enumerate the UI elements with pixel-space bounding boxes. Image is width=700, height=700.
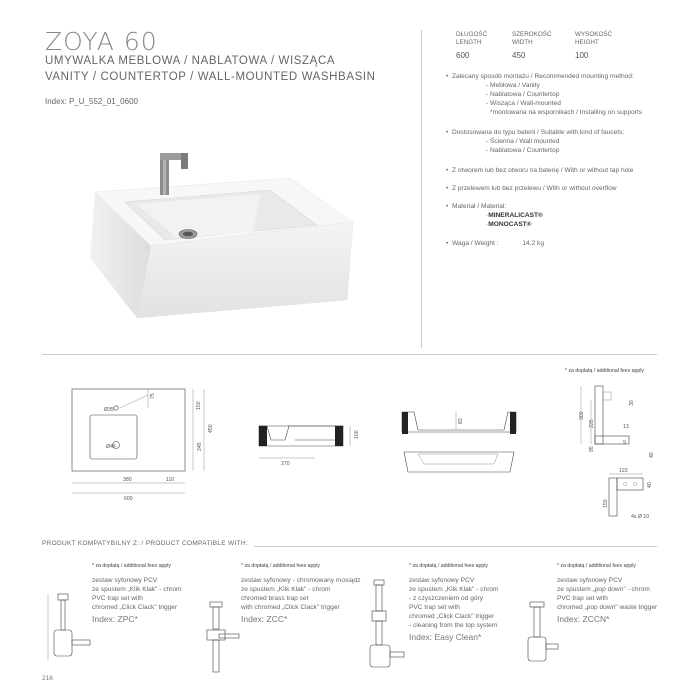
easyclean-line: chromed „Click Clack" trigger: [409, 613, 495, 620]
mounting-item: - Nablatowa / Countertop: [486, 91, 560, 98]
zpc-index: Index: ZPC*: [92, 614, 138, 624]
zpc-line: zestaw syfonowy PCV: [92, 577, 158, 584]
feature-faucet: • Dostosowana do typu baterii / Suitable with kind of faucets: - Ścienna / Wall mounted - Nablatowa / Countertop: [446, 129, 625, 154]
zcc-line: zestaw syfonowy - chromowany mosiądz: [241, 577, 361, 584]
easyclean-line: zestaw syfonowy PCV: [409, 577, 475, 584]
easyclean-line: - cleaning from the top system: [409, 622, 498, 629]
material-mineralicast: MINERALICAST®: [488, 212, 543, 219]
dim-225: 225: [589, 419, 595, 428]
easyclean-index: Index: Easy Clean*: [409, 632, 482, 642]
trap-zccn-drawing: [520, 600, 560, 675]
dimension-width: [512, 31, 572, 60]
top-view-drawing: [68, 383, 218, 503]
compatible-item-zpc: [92, 576, 182, 624]
compatible-item-zcc: [241, 576, 360, 624]
dim-450: 450: [208, 424, 214, 433]
front-section-drawing: [398, 408, 523, 478]
weight-label: Waga / Weight :: [452, 240, 499, 247]
overflow-text: Z przelewem lub bez przelewu / With or without overflow: [452, 185, 617, 192]
zpc-line: PVC trap set with: [92, 595, 143, 602]
dim-110: 110: [166, 477, 175, 483]
material-head: Materiał / Material:: [452, 203, 507, 210]
dim-40: 40: [649, 452, 655, 458]
zcc-line: chromed brass trap set: [241, 595, 309, 602]
zcc-fees-note: * za dopłatą / additional fees apply: [241, 563, 321, 569]
product-subtitle-pl: UMYWALKA MEBLOWA / NABLATOWA / WISZĄCA: [45, 55, 336, 67]
feature-material: • Materiał / Material: ·MINERALICAST® ·MONOCAST®: [446, 203, 543, 228]
zccn-fees-note: * za dopłatą / additional fees apply: [557, 563, 637, 569]
zcc-index: Index: ZCC*: [241, 614, 288, 624]
easyclean-fees-note: * za dopłatą / additional fees apply: [409, 563, 489, 569]
easyclean-line: PVC trap set with: [409, 604, 460, 611]
trap-zpc-drawing: [42, 590, 92, 670]
side-section-drawing: [255, 420, 365, 470]
compatible-heading: PRODUKT KOMPATYBILNY Z: / PRODUCT COMPATIBLE WITH:: [42, 540, 254, 547]
feature-overflow: • Z przelewem lub bez przelewu / With or without overflow: [446, 185, 617, 192]
width-value: 450: [512, 51, 526, 60]
easyclean-line: ze spustem „Klik Klak" - chrom: [409, 586, 499, 593]
height-value: 100: [575, 51, 589, 60]
trap-easyclean-drawing: [360, 578, 405, 673]
zcc-line: with chromed „Click Clack" trigger: [241, 604, 340, 611]
dim-150b: 150: [603, 499, 609, 508]
dim-245: 245: [197, 442, 203, 451]
dim-13: 13: [623, 424, 629, 430]
zpc-line: ze spustem „Klik Klak" - chrom: [92, 586, 182, 593]
zcc-line: ze spustem „Klik Klak" - chrom: [241, 586, 331, 593]
zccn-line: zestaw syfonowy PCV: [557, 577, 623, 584]
dim-30: 30: [629, 400, 635, 406]
bracket-drawing: [565, 382, 665, 522]
width-label-pl: SZEROKOŚĆ: [512, 31, 552, 38]
dim-270: 270: [281, 461, 290, 467]
mounting-item: - Wisząca / Wall-mounted: [486, 100, 561, 107]
length-label-pl: DŁUGOŚĆ: [456, 31, 488, 38]
dim-300: 300: [579, 411, 585, 420]
easyclean-line: - z czyszczeniem od góry: [409, 595, 484, 602]
dim-4x10: 4x Ø 10: [631, 514, 650, 520]
zpc-fees-note: * za dopłatą / additional fees apply: [92, 563, 172, 569]
dim-40b: 40: [647, 482, 653, 488]
dim-100: 100: [354, 430, 360, 439]
product-subtitle-en: VANITY / COUNTERTOP / WALL-MOUNTED WASHBASIN: [45, 71, 376, 83]
dim-150: 150: [196, 401, 202, 410]
weight-value: 14,2 kg: [522, 240, 545, 247]
faucet-item: - Ścienna / Wall mounted: [486, 138, 560, 145]
mounting-head: Zalecany sposób montażu / Recommended mounting method:: [452, 73, 634, 80]
dim-95: 95: [589, 446, 595, 452]
length-label-en: LENGTH: [456, 39, 482, 46]
drawings-fees-note: * za dopłatą / additional fees apply: [565, 368, 645, 374]
compatible-item-zccn: [557, 576, 657, 624]
dimension-length: [456, 31, 516, 60]
dim-600: 600: [124, 496, 133, 502]
height-label-pl: WYSOKOŚĆ: [575, 31, 613, 38]
material-monocast: MONOCAST®: [488, 221, 532, 228]
length-value: 600: [456, 51, 470, 60]
zccn-index: Index: ZCCN*: [557, 614, 610, 624]
dim-83: 83: [458, 418, 464, 424]
dim-d35: Ø35: [104, 407, 114, 413]
dim-122: 122: [619, 468, 628, 474]
dimension-height: [575, 31, 635, 60]
washbasin-photo: [85, 140, 385, 360]
product-index: Index: P_U_552_01_0600: [45, 97, 138, 106]
mounting-item: - Meblowa / Vanity: [486, 82, 540, 89]
height-label-en: HEIGHT: [575, 39, 599, 46]
zccn-line: PVC trap set with: [557, 595, 608, 602]
zccn-line: chromed „pop down" waste trigger: [557, 604, 658, 611]
dim-9: 9: [623, 440, 626, 446]
feature-taphole: • Z otworem lub bez otworu na baterię / With or without tap hole: [446, 167, 634, 174]
horizontal-divider: [42, 354, 657, 355]
page-number: 216: [42, 675, 53, 682]
taphole-text: Z otworem lub bez otworu na baterię / With or without tap hole: [452, 167, 634, 174]
dim-d46: Ø46: [106, 444, 116, 450]
feature-mounting: • Zalecany sposób montażu / Recommended mounting method: - Meblowa / Vanity - Nablatowa / Countertop - Wisząca / Wall-mounted *montowana na wspornikach / Installing on supports: [446, 73, 643, 116]
width-label-en: WIDTH: [512, 39, 533, 46]
faucet-item: - Nablatowa / Countertop: [486, 147, 560, 154]
faucet-head: Dostosowana do typu baterii / Suitable with kind of faucets:: [452, 129, 625, 136]
feature-weight: • Waga / Weight : 14,2 kg: [446, 240, 545, 247]
zccn-line: ze spustem „pop down" - chrom: [557, 586, 650, 593]
dim-380: 380: [123, 477, 132, 483]
dim-75: 75: [150, 393, 156, 399]
trap-zcc-drawing: [198, 600, 243, 675]
product-title: ZOYA 60: [45, 27, 158, 56]
vertical-divider: [421, 30, 422, 348]
mounting-note: *montowana na wspornikach / Installing on supports: [490, 109, 643, 116]
zpc-line: chromed „Click Clack" trigger: [92, 604, 178, 611]
compatible-item-easyclean: [409, 576, 499, 642]
